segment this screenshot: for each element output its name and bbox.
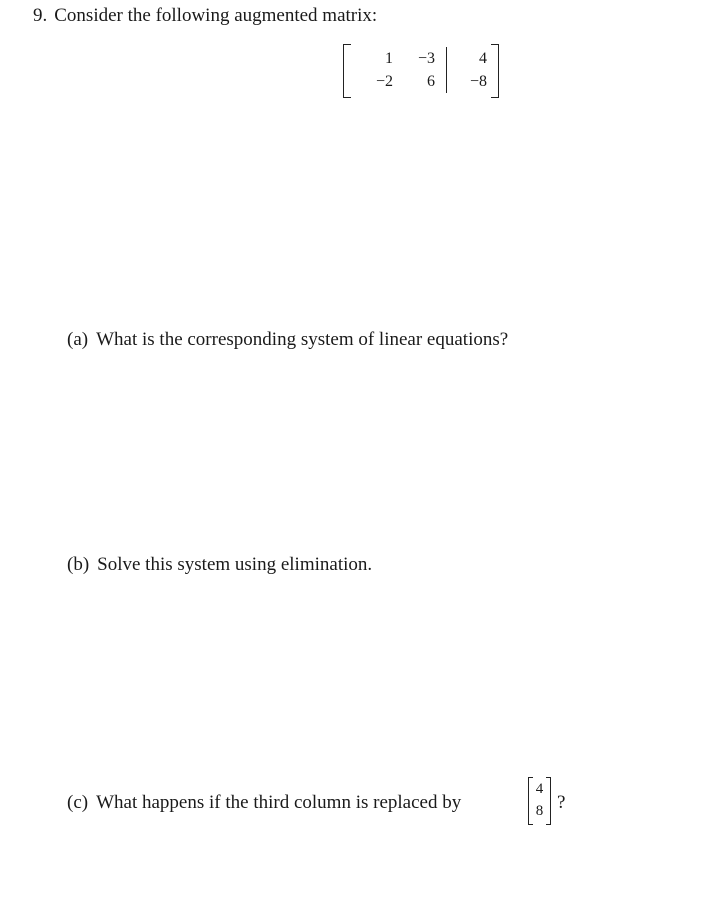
part-c-text: What happens if the third column is replaced by xyxy=(96,792,462,813)
part-a xyxy=(67,328,508,352)
augmentation-divider xyxy=(446,47,447,93)
part-c-label: (c) xyxy=(67,792,89,813)
replacement-column-vector xyxy=(528,777,551,825)
part-a-label: (a) xyxy=(67,329,89,350)
matrix-cell-r1c2: −3 xyxy=(417,50,435,67)
matrix-left-bracket xyxy=(343,44,351,98)
problem-heading xyxy=(33,4,377,28)
problem-prompt: Consider the following augmented matrix: xyxy=(54,5,378,26)
augmented-matrix xyxy=(343,44,499,96)
matrix-cell-r1c1: 1 xyxy=(385,50,393,67)
vector-entry-2: 8 xyxy=(535,803,544,819)
matrix-cell-r1c3: 4 xyxy=(479,50,487,67)
part-c-question-mark: ? xyxy=(557,792,566,813)
part-b xyxy=(67,553,372,577)
part-a-text: What is the corresponding system of linear equations? xyxy=(96,329,509,350)
problem-number: 9. xyxy=(33,5,48,26)
part-b-label: (b) xyxy=(67,554,90,575)
vector-entry-1: 4 xyxy=(535,781,544,797)
part-b-text: Solve this system using elimination. xyxy=(97,554,373,575)
matrix-cell-r2c3: −8 xyxy=(469,73,487,90)
matrix-cell-r2c1: −2 xyxy=(375,73,393,90)
matrix-right-bracket xyxy=(491,44,499,98)
matrix-cell-r2c2: 6 xyxy=(427,73,435,90)
part-c xyxy=(67,791,461,815)
